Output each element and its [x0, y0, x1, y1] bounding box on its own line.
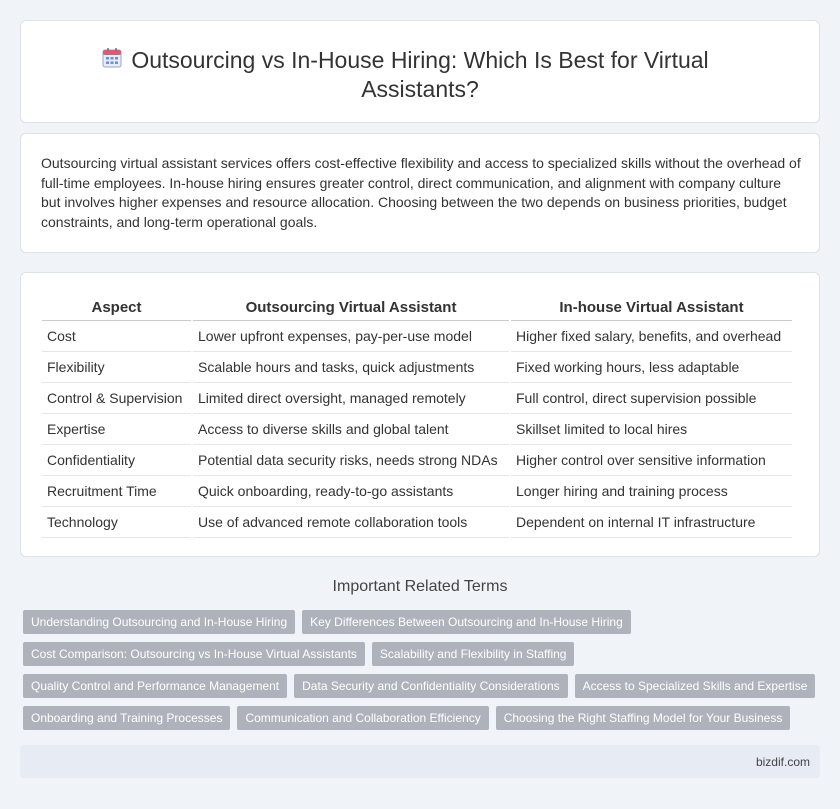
summary-text: Outsourcing virtual assistant services offers cost-effective flexibility and access to specialized skills without the overhead of full-time employees. In-house hiring ensures greater control, direct communication, and alignment with company culture but involves higher expenses and resource allocation. Choosing between the two depends on business priorities, budget constraints, and long-term operational goals. [41, 155, 801, 230]
table-row [42, 351, 792, 382]
cell-aspect: Confidentiality [42, 444, 192, 475]
cell-outsourcing: Potential data security risks, needs strong NDAs [192, 444, 510, 475]
related-term-tag[interactable]: Scalability and Flexibility in Staffing [372, 642, 575, 666]
cell-inhouse: Higher control over sensitive information [510, 444, 792, 475]
related-term-tag[interactable]: Quality Control and Performance Management [23, 674, 287, 698]
cell-outsourcing: Lower upfront expenses, pay-per-use model [192, 320, 510, 351]
cell-outsourcing: Access to diverse skills and global talent [192, 413, 510, 444]
table-row [42, 413, 792, 444]
header-card [20, 20, 820, 123]
cell-inhouse: Full control, direct supervision possible [510, 382, 792, 413]
table-row [42, 475, 792, 506]
cell-inhouse: Dependent on internal IT infrastructure [510, 506, 792, 537]
cell-inhouse: Skillset limited to local hires [510, 413, 792, 444]
comparison-table-card [20, 272, 820, 557]
related-terms-title: Important Related Terms [332, 578, 508, 595]
table-row [42, 382, 792, 413]
summary-card [20, 133, 820, 253]
cell-aspect: Cost [42, 320, 192, 351]
related-term-tag[interactable]: Communication and Collaboration Efficiency [237, 706, 488, 730]
table-header-row [42, 295, 792, 320]
footer-site-link[interactable]: bizdif.com [755, 755, 810, 769]
cell-outsourcing: Use of advanced remote collaboration tools [192, 506, 510, 537]
cell-inhouse: Fixed working hours, less adaptable [510, 351, 792, 382]
column-header-inhouse: In-house Virtual Assistant [510, 295, 792, 320]
column-header-aspect: Aspect [42, 295, 192, 320]
cell-aspect: Control & Supervision [42, 382, 192, 413]
cell-outsourcing: Scalable hours and tasks, quick adjustments [192, 351, 510, 382]
related-terms-list [23, 610, 823, 738]
table-row [42, 320, 792, 351]
cell-inhouse: Higher fixed salary, benefits, and overhead [510, 320, 792, 351]
cell-aspect: Expertise [42, 413, 192, 444]
cell-outsourcing: Limited direct oversight, managed remotely [192, 382, 510, 413]
cell-aspect: Technology [42, 506, 192, 537]
related-term-tag[interactable]: Understanding Outsourcing and In-House Hiring [23, 610, 295, 634]
table-row [42, 444, 792, 475]
cell-aspect: Recruitment Time [42, 475, 192, 506]
comparison-table [42, 295, 792, 538]
footer [20, 745, 820, 778]
related-term-tag[interactable]: Onboarding and Training Processes [23, 706, 230, 730]
cell-aspect: Flexibility [42, 351, 192, 382]
page-title: Outsourcing vs In-House Hiring: Which Is Best for Virtual Assistants? [131, 47, 709, 102]
related-term-tag[interactable]: Cost Comparison: Outsourcing vs In-House Virtual Assistants [23, 642, 365, 666]
related-term-tag[interactable]: Data Security and Confidentiality Considerations [294, 674, 567, 698]
related-term-tag[interactable]: Choosing the Right Staffing Model for Your Business [496, 706, 791, 730]
table-row [42, 506, 792, 537]
cell-outsourcing: Quick onboarding, ready-to-go assistants [192, 475, 510, 506]
related-term-tag[interactable]: Access to Specialized Skills and Expertise [575, 674, 816, 698]
column-header-outsourcing: Outsourcing Virtual Assistant [192, 295, 510, 320]
cell-inhouse: Longer hiring and training process [510, 475, 792, 506]
related-term-tag[interactable]: Key Differences Between Outsourcing and In-House Hiring [302, 610, 631, 634]
